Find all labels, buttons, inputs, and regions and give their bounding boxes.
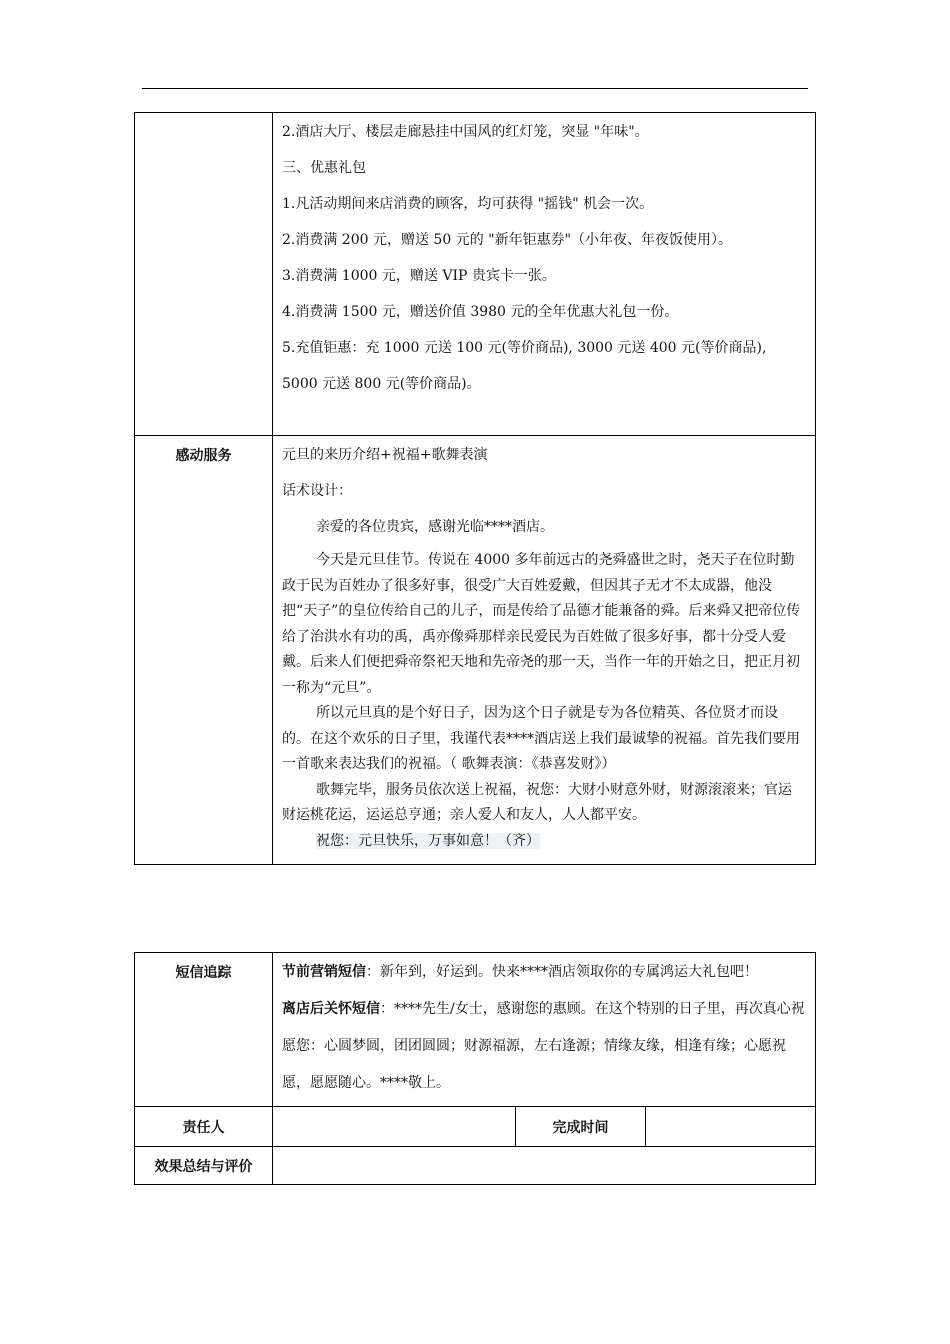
promo-line: 1.凡活动期间来店消费的顾客，均可获得 "摇钱" 机会一次。	[282, 196, 654, 212]
activity-table	[134, 112, 816, 865]
promo-heading: 三、优惠礼包	[282, 160, 366, 176]
promo-content-cell	[273, 113, 816, 436]
final-wish-text: 祝您：元旦快乐，万事如意！（齐）	[316, 832, 540, 849]
owner-value-cell[interactable]	[273, 1107, 516, 1147]
eval-row	[135, 1147, 816, 1185]
promo-row	[135, 113, 816, 436]
promo-label-cell	[135, 113, 273, 436]
owner-label: 责任人	[135, 1107, 273, 1147]
post-sms-label: 离店后关怀短信	[282, 1001, 380, 1017]
sms-content-cell	[273, 953, 816, 1107]
promo-line: 3.消费满 1000 元，赠送 VIP 贵宾卡一张。	[282, 268, 556, 284]
service-label-text: 感动服务	[175, 448, 232, 464]
promo-line: 2.酒店大厅、楼层走廊悬挂中国风的红灯笼，突显 "年味"。	[282, 124, 649, 140]
service-content-cell	[273, 436, 816, 865]
service-label	[135, 436, 273, 865]
final-wish-line	[282, 829, 805, 855]
pre-sms-label: 节前营销短信	[282, 964, 366, 980]
time-value-cell[interactable]	[646, 1107, 816, 1147]
promo-line: 2.消费满 200 元，赠送 50 元的 "新年钜惠券"（小年夜、年夜饭使用）。	[282, 232, 733, 248]
script-label: 话术设计：	[282, 483, 352, 499]
sms-label-text: 短信追踪	[175, 965, 232, 981]
service-intro: 元旦的来历介绍+祝福+歌舞表演	[282, 447, 488, 463]
pre-sms	[282, 954, 805, 991]
greeting-text: 亲爱的各位贵宾，感谢光临****酒店。	[316, 519, 554, 535]
after-dance-paragraph: 歌舞完毕，服务员依次送上祝福，祝您：大财小财意外财，财源滚滚来；官运财运桃花运，运运总亨通；亲人爱人和友人，人人都平安。	[282, 781, 792, 823]
header-rule	[142, 88, 808, 89]
post-sms	[282, 991, 805, 1102]
tracking-table	[134, 952, 816, 1185]
pre-sms-text: ：新年到，好运到。快来****酒店领取你的专属鸿运大礼包吧！	[366, 964, 758, 980]
sms-label	[135, 953, 273, 1107]
promo-line: 5000 元送 800 元(等价商品)。	[282, 376, 481, 392]
sms-row	[135, 953, 816, 1107]
time-label: 完成时间	[516, 1107, 646, 1147]
service-row	[135, 436, 816, 865]
story-paragraph: 今天是元旦佳节。传说在 4000 多年前远古的尧舜盛世之时，尧天子在位时勤政于民为百姓办了很多好事，很受广大百姓爱戴，但因其子无才不太成器，他没把“天子”的皇位传给自己的儿子，而是传给了品德才能兼备的舜。后来舜又把帝位传给了治洪水有功的禹，禹亦像舜那样亲民爱民为百姓做了很多好事，都十分受人爱戴。后来人们便把舜帝祭祀天地和先帝尧的那一天，当作一年的开始之日，把正月初一称为“元旦”。	[282, 552, 801, 696]
promo-line: 4.消费满 1500 元，赠送价值 3980 元的全年优惠大礼包一份。	[282, 304, 679, 320]
blessing-paragraph: 所以元旦真的是个好日子，因为这个日子就是专为各位精英、各位贤才而设的。在这个欢乐的日子里，我谨代表****酒店送上我们最诚挚的祝福。首先我们要用一首歌来表达我们的祝福。（ 歌舞表演：《恭喜发财》）	[282, 705, 800, 772]
owner-row	[135, 1107, 816, 1147]
eval-label: 效果总结与评价	[135, 1147, 273, 1185]
promo-line: 5.充值钜惠：充 1000 元送 100 元(等价商品), 3000 元送 400 元(等价商品),	[282, 340, 767, 356]
eval-value-cell[interactable]	[273, 1147, 816, 1185]
post-sms-text: ：****先生/女士，感谢您的惠顾。在这个特别的日子里，再次真心祝愿您：心圆梦圆，团团圆圆；财源福源，左右逢源；情缘友缘，相逢有缘；心愿祝愿，愿愿随心。****敬上。	[282, 1001, 805, 1091]
